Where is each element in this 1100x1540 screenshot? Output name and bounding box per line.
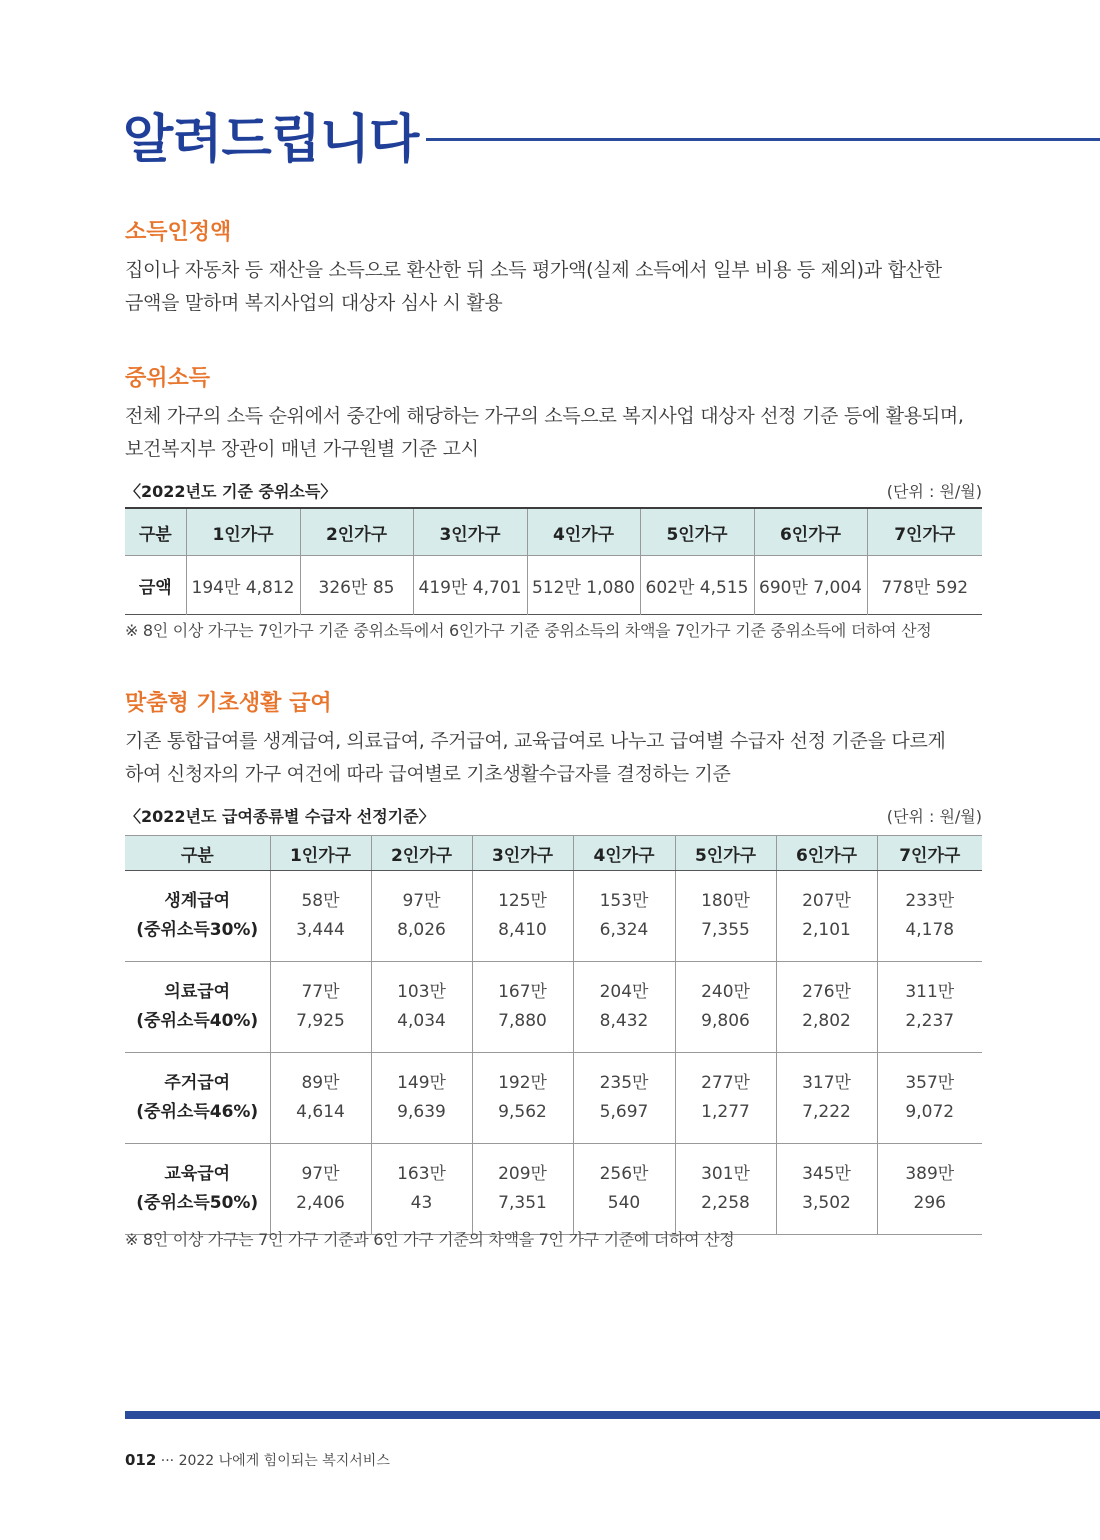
cell-line: 153만 [599, 891, 649, 911]
table-cell [776, 871, 877, 962]
table-row [125, 1053, 982, 1144]
cell-line: 7,222 [802, 1102, 851, 1122]
column-header: 4인가구 [573, 836, 675, 871]
cell-line: 256만 [599, 1164, 649, 1184]
table-cell [877, 1053, 982, 1144]
cell-line: 6,324 [599, 920, 649, 940]
cell-line: 7,351 [498, 1193, 547, 1213]
row-header-line: (중위소득46%) [136, 1102, 259, 1122]
table-cell [573, 871, 675, 962]
cell-line: 276만 [802, 982, 851, 1002]
table-cell [270, 871, 371, 962]
table-cell [270, 962, 371, 1053]
cell-line: 301만 [701, 1164, 750, 1184]
cell-line: 277만 [701, 1073, 750, 1093]
cell-line: 3,444 [296, 920, 345, 940]
publication-title: 2022 나에게 힘이되는 복지서비스 [178, 1453, 390, 1469]
table-row [125, 1144, 982, 1235]
cell-line: 125만 [498, 891, 547, 911]
column-header: 2인가구 [300, 508, 413, 556]
section-body [125, 400, 985, 466]
row-header-line: 생계급여 [164, 891, 231, 911]
cell-line: 149만 [397, 1073, 446, 1093]
row-header-line: (중위소득50%) [136, 1193, 259, 1213]
column-header: 구분 [125, 836, 270, 871]
median-income-table [125, 507, 982, 615]
section-customized-benefit [125, 689, 985, 791]
table-cell: 778만 592 [881, 577, 969, 598]
table-cell [472, 1053, 573, 1144]
cell-line: 103만 [397, 982, 446, 1002]
cell-line: 163만 [397, 1164, 446, 1184]
column-header: 1인가구 [186, 508, 300, 556]
cell-line: 2,101 [802, 920, 851, 940]
cell-line: 2,258 [701, 1193, 750, 1213]
table-cell [776, 1053, 877, 1144]
table-cell: 419만 4,701 [413, 556, 527, 615]
footer-separator: ··· [160, 1453, 175, 1469]
cell-line: 77만 [301, 982, 340, 1002]
section-heading: 소득인정액 [125, 220, 232, 245]
cell-line: 207만 [802, 891, 851, 911]
row-header [125, 871, 270, 962]
row-header [125, 962, 270, 1053]
table-cell: 326만 85 [300, 556, 413, 615]
row-header-line: 주거급여 [164, 1073, 231, 1093]
table-cell [371, 1053, 472, 1144]
table-unit: (단위 : 원/월) [886, 807, 982, 826]
cell-line: 7,925 [296, 1011, 345, 1031]
body-line: 집이나 자동차 등 재산을 소득으로 환산한 뒤 소득 평가액(실제 소득에서 일부 비용 등 제외)과 합산한 [125, 259, 942, 281]
column-header: 6인가구 [754, 508, 867, 556]
section-body [125, 254, 985, 320]
column-header: 5인가구 [640, 508, 754, 556]
table-header-row [125, 508, 982, 556]
cell-line: 58만 [301, 891, 340, 911]
table-cell [877, 871, 982, 962]
table-cell [472, 871, 573, 962]
cell-line: 8,026 [397, 920, 446, 940]
table-cell [270, 1053, 371, 1144]
table-cell [877, 1144, 982, 1235]
table-caption: 〈2022년도 급여종류별 수급자 선정기준〉 [125, 807, 435, 826]
table-cell [371, 871, 472, 962]
table-cell [573, 1144, 675, 1235]
column-header: 7인가구 [877, 836, 982, 871]
cell-line: 9,639 [397, 1102, 446, 1122]
row-header-line: (중위소득30%) [136, 920, 259, 940]
table-header-row [125, 836, 982, 871]
column-header: 구분 [125, 508, 186, 556]
cell-line: 209만 [498, 1164, 547, 1184]
cell-line: 4,034 [397, 1011, 446, 1031]
column-header: 1인가구 [270, 836, 371, 871]
table-row [125, 871, 982, 962]
table-cell: 602만 4,515 [640, 556, 754, 615]
body-line: 보건복지부 장관이 매년 가구원별 기준 고시 [125, 438, 479, 460]
cell-line: 180만 [701, 891, 750, 911]
cell-line: 389만 [905, 1164, 955, 1184]
table-cell [776, 1144, 877, 1235]
title-rule [426, 138, 1100, 141]
body-line: 기존 통합급여를 생계급여, 의료급여, 주거급여, 교육급여로 나누고 급여별 수급자 선정 기준을 다르게 [125, 730, 946, 752]
cell-line: 7,880 [498, 1011, 547, 1031]
row-header [125, 1053, 270, 1144]
table-cell [270, 1144, 371, 1235]
page-footer [125, 1450, 390, 1470]
section-body [125, 725, 985, 791]
cell-line: 9,562 [498, 1102, 547, 1122]
row-header: 금액 [125, 556, 186, 615]
cell-line: 8,432 [599, 1011, 649, 1031]
table-cell [573, 962, 675, 1053]
table-cell [675, 1144, 776, 1235]
table-cell [371, 1144, 472, 1235]
cell-line: 97만 [301, 1164, 340, 1184]
table-cell: 512만 1,080 [527, 556, 640, 615]
column-header: 4인가구 [527, 508, 640, 556]
table-cell [675, 962, 776, 1053]
cell-line: 233만 [905, 891, 955, 911]
cell-line: 97만 [402, 891, 441, 911]
section-heading: 맞춤형 기초생활 급여 [125, 691, 332, 716]
cell-line: 345만 [802, 1164, 851, 1184]
title-row [123, 104, 1100, 176]
cell-line: 4,614 [296, 1102, 345, 1122]
table-cell [573, 1053, 675, 1144]
page-title: 알려드립니다 [123, 110, 419, 170]
row-header-line: 의료급여 [164, 982, 231, 1002]
row-header-line: 교육급여 [164, 1164, 231, 1184]
cell-line: 3,502 [802, 1193, 851, 1213]
body-line: 금액을 말하며 복지사업의 대상자 심사 시 활용 [125, 292, 503, 314]
cell-line: 89만 [301, 1073, 340, 1093]
cell-line: 8,410 [498, 920, 547, 940]
cell-line: 540 [607, 1193, 641, 1213]
body-line: 전체 가구의 소득 순위에서 중간에 해당하는 가구의 소득으로 복지사업 대상자 선정 기준 등에 활용되며, [125, 405, 964, 427]
table-cell [675, 871, 776, 962]
table-row [125, 962, 982, 1053]
table-cell [776, 962, 877, 1053]
cell-line: 9,806 [701, 1011, 750, 1031]
column-header: 2인가구 [371, 836, 472, 871]
row-header [125, 1144, 270, 1235]
cell-line: 204만 [599, 982, 649, 1002]
cell-line: 311만 [905, 982, 955, 1002]
cell-line: 240만 [701, 982, 750, 1002]
cell-line: 317만 [802, 1073, 851, 1093]
cell-line: 2,237 [905, 1011, 955, 1031]
column-header: 3인가구 [472, 836, 573, 871]
table-cell [472, 962, 573, 1053]
table-note: ※ 8인 이상 가구는 7인 가구 기준과 6인 가구 기준의 차액을 7인 가구 기준에 더하여 산정 [125, 1230, 735, 1249]
table1-caption-row [125, 479, 982, 503]
table-cell: 194만 4,812 [186, 556, 300, 615]
table-note: ※ 8인 이상 가구는 7인가구 기준 중위소득에서 6인가구 기준 중위소득의 차액을 7인가구 기준 중위소득에 더하여 산정 [125, 621, 932, 640]
cell-line: 167만 [498, 982, 547, 1002]
body-line: 하여 신청자의 가구 여건에 따라 급여별로 기초생활수급자를 결정하는 기준 [125, 763, 731, 785]
cell-line: 2,802 [802, 1011, 851, 1031]
cell-line: 43 [410, 1193, 433, 1213]
section-median-income [125, 364, 985, 466]
table-unit: (단위 : 원/월) [886, 482, 982, 501]
row-header-line: (중위소득40%) [136, 1011, 259, 1031]
cell-line: 1,277 [701, 1102, 750, 1122]
table-cell [877, 962, 982, 1053]
column-header: 7인가구 [867, 508, 982, 556]
table-cell [472, 1144, 573, 1235]
table2-caption-row [125, 804, 982, 828]
table-caption: 〈2022년도 기준 중위소득〉 [125, 482, 337, 501]
table-cell [675, 1053, 776, 1144]
cell-line: 4,178 [905, 920, 955, 940]
cell-line: 192만 [498, 1073, 547, 1093]
cell-line: 2,406 [296, 1193, 345, 1213]
cell-line: 5,697 [599, 1102, 649, 1122]
benefit-criteria-table [125, 835, 982, 1235]
column-header: 6인가구 [776, 836, 877, 871]
table-cell: 690만 7,004 [754, 556, 867, 615]
table-row [125, 556, 982, 615]
page-number: 012 [125, 1451, 157, 1469]
column-header: 5인가구 [675, 836, 776, 871]
footer-rule [125, 1411, 1100, 1419]
cell-line: 7,355 [701, 920, 750, 940]
column-header: 3인가구 [413, 508, 527, 556]
cell-line: 357만 [905, 1073, 955, 1093]
section-heading: 중위소득 [125, 366, 211, 391]
table-cell [371, 962, 472, 1053]
section-income-recognition [125, 218, 985, 320]
cell-line: 9,072 [905, 1102, 955, 1122]
cell-line: 296 [913, 1193, 946, 1213]
cell-line: 235만 [599, 1073, 649, 1093]
benefit-table-body [125, 871, 982, 1235]
